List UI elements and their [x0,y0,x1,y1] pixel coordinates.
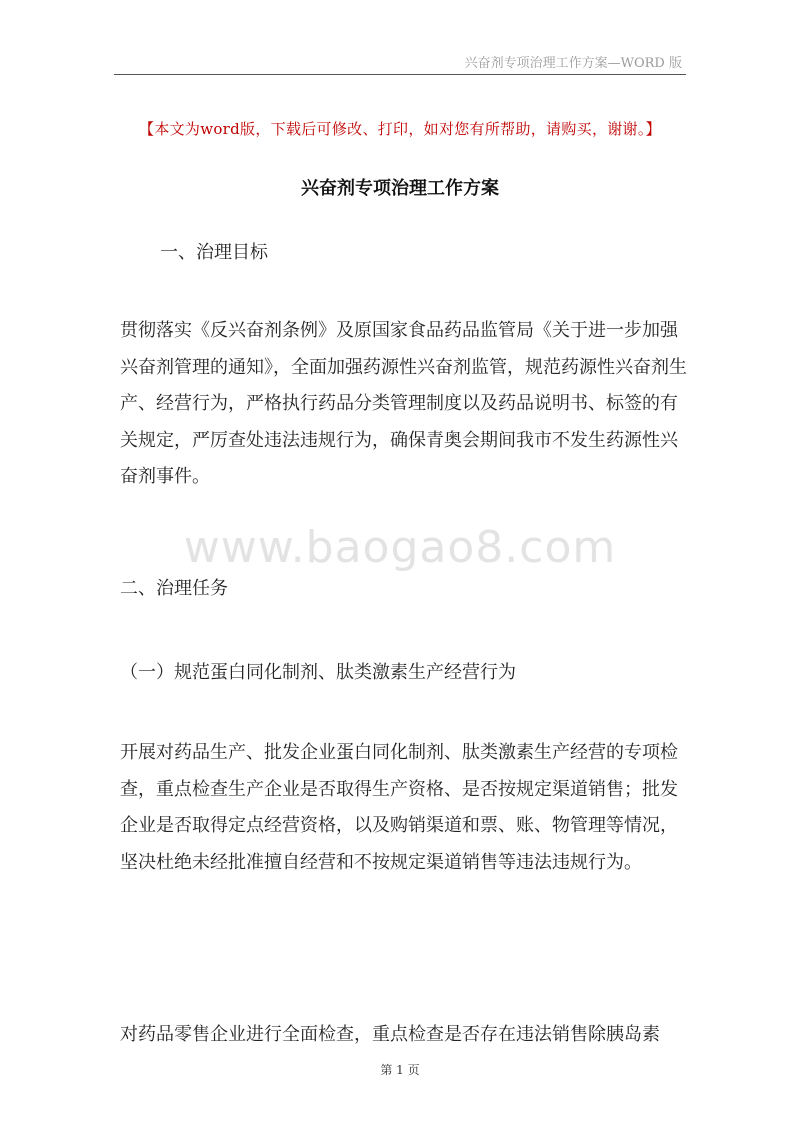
paragraph-task-1: 开展对药品生产、批发企业蛋白同化制剂、肽类激素生产经营的专项检查，重点检查生产企业是否取得生产资格、是否按规定渠道销售；批发企业是否取得定点经营资格，以及购销渠道和票、账、物管理等情况，坚决杜绝未经批准擅自经营和不按规定渠道销售等违法违规行为。 [120,742,678,873]
purchase-notice: 【本文为word版，下载后可修改、打印，如对您有所帮助，请购买，谢谢。】 [139,120,661,138]
watermark-text: www.baogao8.com [183,522,617,573]
document-title: 兴奋剂专项治理工作方案 [301,178,499,199]
running-header: 兴奋剂专项治理工作方案—WORD 版 [464,56,682,71]
page-number: 第 1 页 [380,1063,420,1077]
section-heading-goals: 一、治理目标 [160,242,268,263]
header-divider [114,74,686,75]
section-heading-tasks: 二、治理任务 [120,578,228,599]
subsection-heading-1: （一）规范蛋白同化制剂、肽类激素生产经营行为 [120,662,516,683]
paragraph-task-2: 对药品零售企业进行全面检查，重点检查是否存在违法销售除胰岛素 [120,1024,660,1045]
paragraph-goals: 贯彻落实《反兴奋剂条例》及原国家食品药品监管局《关于进一步加强兴奋剂管理的通知》，全面加强药源性兴奋剂监管，规范药源性兴奋剂生产、经营行为，严格执行药品分类管理制度以及药品说明书、标签的有关规定，严厉查处违法违规行为，确保青奥会期间我市不发生药源性兴奋剂事件。 [120,320,687,487]
